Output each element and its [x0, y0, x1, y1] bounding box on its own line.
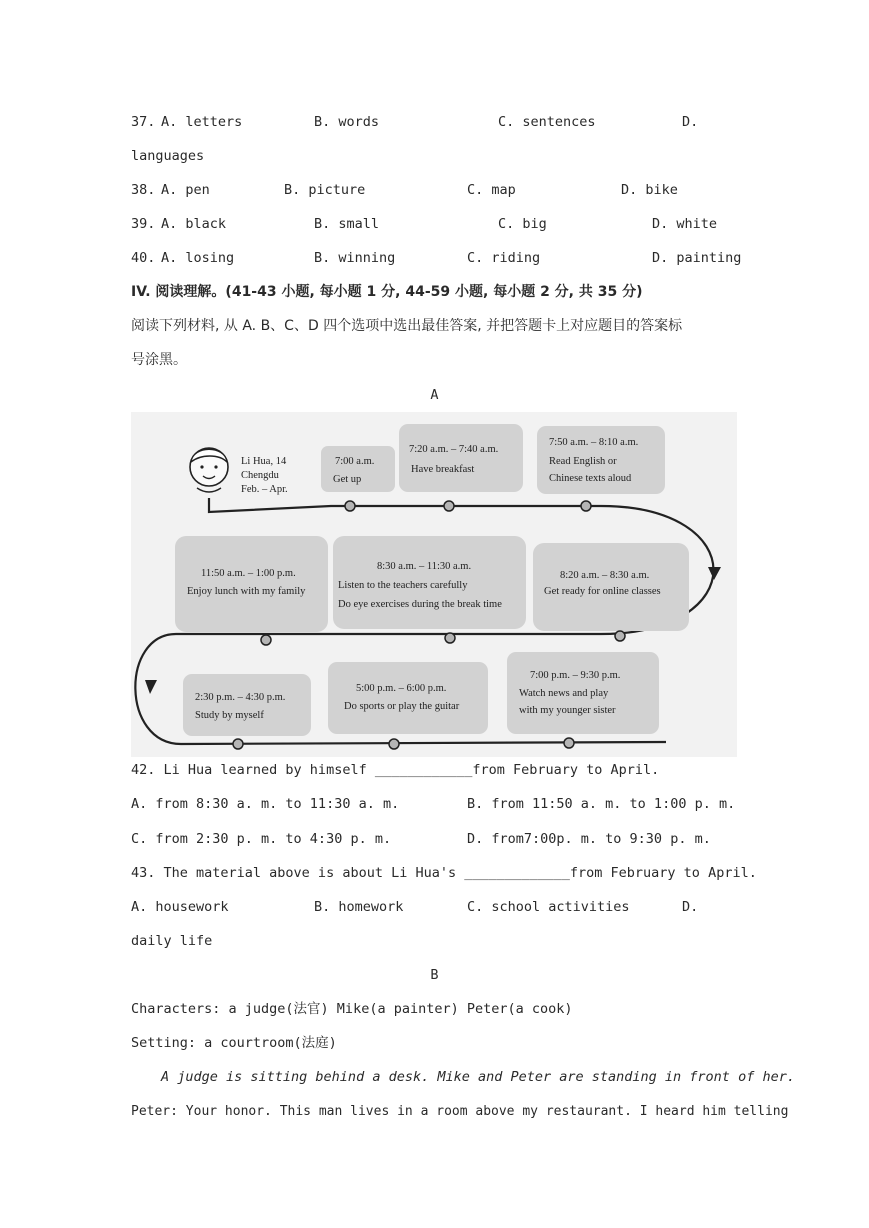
bubble-activity: Study by myself — [195, 710, 264, 721]
instruction-line-1: 阅读下列材料, 从 A. B、C、D 四个选项中选出最佳答案, 并把答题卡上对应题目的答案标 — [131, 318, 683, 334]
bubble-time: 8:20 a.m. – 8:30 a.m. — [560, 570, 650, 581]
characters-line: Characters: a judge(法官) Mike(a painter) Peter(a cook) — [131, 1001, 573, 1017]
schedule-bubble — [321, 446, 395, 492]
q39-option-b[interactable]: B. small — [314, 216, 380, 232]
profile-line: Feb. – Apr. — [241, 484, 288, 495]
bubble-time: 5:00 p.m. – 6:00 p.m. — [356, 683, 447, 694]
bubble-activity: Have breakfast — [411, 464, 475, 475]
q39-option-c[interactable]: C. big — [498, 216, 547, 232]
q40-option-b[interactable]: B. winning — [314, 250, 396, 266]
bubble-activity: with my younger sister — [519, 705, 616, 716]
q37-option-d-text: languages — [131, 148, 205, 164]
daily-schedule-illustration — [131, 412, 737, 757]
bubble-activity: Watch news and play — [519, 688, 609, 699]
q43-option-c[interactable]: C. school activities — [467, 899, 630, 915]
schedule-bubble — [507, 652, 659, 734]
profile-line: Li Hua, 14 — [241, 456, 287, 467]
bubble-activity: Do sports or play the guitar — [344, 701, 460, 712]
bubble-activity: Read English or — [549, 456, 617, 467]
bubble-activity: Listen to the teachers carefully — [338, 580, 468, 591]
bubble-time: 7:00 p.m. – 9:30 p.m. — [530, 670, 621, 681]
q42-option-c[interactable]: C. from 2:30 p. m. to 4:30 p. m. — [131, 831, 392, 847]
q40-option-c[interactable]: C. riding — [467, 250, 541, 266]
q38-number: 38. — [131, 182, 156, 198]
schedule-bubble — [399, 424, 523, 492]
q37-option-b[interactable]: B. words — [314, 114, 380, 130]
bubble-time: 11:50 a.m. – 1:00 p.m. — [201, 568, 296, 579]
bubble-time: 8:30 a.m. – 11:30 a.m. — [377, 561, 472, 572]
q37-option-c[interactable]: C. sentences — [498, 114, 596, 130]
bubble-activity: Get up — [333, 474, 362, 485]
q42-option-a[interactable]: A. from 8:30 a. m. to 11:30 a. m. — [131, 796, 400, 812]
timeline-node — [233, 739, 243, 749]
bubble-time: 2:30 p.m. – 4:30 p.m. — [195, 692, 286, 703]
q39-number: 39. — [131, 216, 156, 232]
q38-option-d[interactable]: D. bike — [621, 182, 678, 198]
q37-option-d[interactable]: D. — [682, 114, 699, 130]
timeline-node — [261, 635, 271, 645]
dialogue-peter: Peter: Your honor. This man lives in a room above my restaurant. I heard him telling — [131, 1104, 789, 1119]
schedule-bubble — [537, 426, 665, 494]
q43-option-d[interactable]: D. — [682, 899, 699, 915]
timeline-node — [445, 633, 455, 643]
q40-number: 40. — [131, 250, 156, 266]
q43-option-a[interactable]: A. housework — [131, 899, 229, 915]
bubble-time: 7:00 a.m. — [335, 456, 375, 467]
q43-stem: 43. The material above is about Li Hua's _____________from February to April. — [131, 865, 757, 881]
q43-option-d-text: daily life — [131, 933, 213, 949]
timeline-node — [615, 631, 625, 641]
timeline-node — [564, 738, 574, 748]
passage-a-label: A — [430, 387, 439, 403]
schedule-bubble — [175, 536, 328, 632]
timeline-node — [581, 501, 591, 511]
bubble-activity: Do eye exercises during the break time — [338, 599, 502, 610]
stage-direction: A judge is sitting behind a desk. Mike and Peter are standing in front of her. — [161, 1069, 795, 1085]
q40-option-d[interactable]: D. painting — [652, 250, 742, 266]
q38-option-a[interactable]: A. pen — [161, 182, 210, 198]
q38-option-b[interactable]: B. picture — [284, 182, 366, 198]
bubble-time: 7:20 a.m. – 7:40 a.m. — [409, 444, 499, 455]
profile-line: Chengdu — [241, 470, 279, 481]
q43-option-b[interactable]: B. homework — [314, 899, 404, 915]
q37-number: 37. — [131, 114, 156, 130]
q39-option-a[interactable]: A. black — [161, 216, 227, 232]
q42-stem: 42. Li Hua learned by himself ____________from February to April. — [131, 762, 660, 778]
instruction-line-2: 号涂黑。 — [131, 352, 187, 368]
bubble-activity: Chinese texts aloud — [549, 473, 632, 484]
q40-option-a[interactable]: A. losing — [161, 250, 235, 266]
q38-option-c[interactable]: C. map — [467, 182, 516, 198]
schedule-bubble — [333, 536, 526, 629]
bubble-activity: Get ready for online classes — [544, 586, 661, 597]
q42-option-b[interactable]: B. from 11:50 a. m. to 1:00 p. m. — [467, 796, 736, 812]
timeline-node — [389, 739, 399, 749]
timeline-node — [444, 501, 454, 511]
schedule-bubble — [533, 543, 689, 631]
q37-option-a[interactable]: A. letters — [161, 114, 243, 130]
q42-option-d[interactable]: D. from7:00p. m. to 9:30 p. m. — [467, 831, 711, 847]
daily-schedule-figure — [131, 412, 737, 757]
schedule-bubble — [183, 674, 311, 736]
q39-option-d[interactable]: D. white — [652, 216, 718, 232]
timeline-node — [345, 501, 355, 511]
section-heading: IV. 阅读理解。(41-43 小题, 每小题 1 分, 44-59 小题, 每小题 2 分, 共 35 分) — [131, 284, 643, 300]
passage-b-label: B — [430, 967, 439, 983]
bubble-time: 7:50 a.m. – 8:10 a.m. — [549, 437, 639, 448]
schedule-bubble — [328, 662, 488, 734]
bubble-activity: Enjoy lunch with my family — [187, 586, 306, 597]
setting-line: Setting: a courtroom(法庭) — [131, 1035, 337, 1051]
